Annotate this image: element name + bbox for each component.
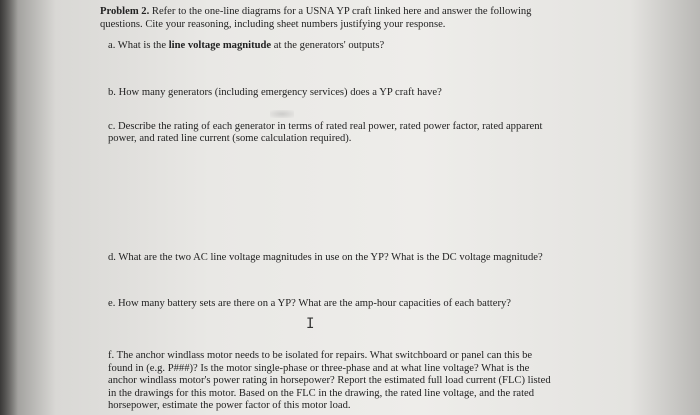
question-a-prefix: a. What is the [108, 40, 169, 51]
question-c-line2: power, and rated line current (some calculation required). [108, 133, 352, 144]
question-a-bold: line voltage magnitude [168, 40, 272, 51]
problem-intro [100, 6, 575, 19]
question-a-suffix: at the generators' outputs? [271, 40, 385, 51]
question-c-line1: c. Describe the rating of each generator in terms of rated real power, rated power factor, rated apparent [108, 121, 543, 132]
text-cursor-icon: I [306, 316, 315, 332]
problem-intro-line2: questions. Cite your reasoning, including sheet numbers justifying your response. [100, 19, 446, 30]
question-d: d. What are the two AC line voltage magnitudes in use on the YP? What is the DC voltage magnitude? [108, 252, 543, 263]
pencil-smudge [270, 110, 294, 118]
question-a [108, 40, 583, 53]
question-f-line2: found in (e.g. P###)? Is the motor single-phase or three-phase and at what line voltage? What is the [108, 363, 530, 374]
problem-intro-line1: Refer to the one-line diagrams for a USNA YP craft linked here and answer the following [151, 6, 532, 17]
question-f-line3: anchor windlass motor's power rating in horsepower? Report the estimated full load current (FLC) listed [108, 375, 551, 386]
page-edge-shadow [0, 0, 18, 415]
question-f-line1: f. The anchor windlass motor needs to be isolated for repairs. What switchboard or panel can this be [108, 350, 533, 361]
question-b: b. How many generators (including emergency services) does a YP craft have? [108, 87, 442, 98]
question-e: e. How many battery sets are there on a YP? What are the amp-hour capacities of each battery? [108, 298, 511, 309]
problem-heading: Problem 2. [100, 6, 150, 17]
question-f-line4: in the drawings for this motor. Based on the FLC in the drawing, the rated line voltage, and the rated [108, 388, 535, 399]
question-f-line5: horsepower, estimate the power factor of this motor load. [108, 400, 351, 411]
